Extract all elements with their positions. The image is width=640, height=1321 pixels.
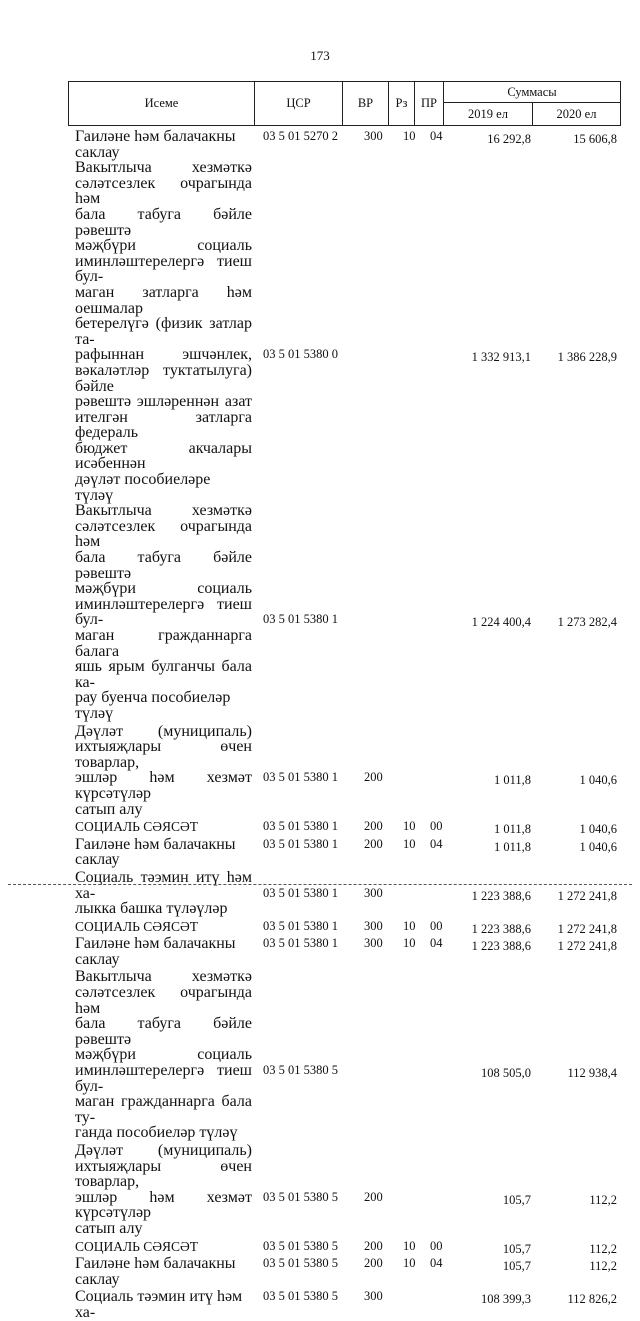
row-name-line: Гаиләне һәм балачакны саклау bbox=[75, 935, 236, 968]
row-pr: 00 bbox=[430, 819, 443, 834]
table-body bbox=[0, 127, 640, 1321]
row-pr: 04 bbox=[430, 1256, 443, 1271]
row-name-line: Дәүләт (муниципаль) bbox=[75, 722, 252, 740]
row-value-2020: 1 386 228,9 bbox=[557, 350, 617, 365]
header-2020: 2020 ел bbox=[532, 102, 621, 126]
row-name-line: СОЦИАЛЬ СӘЯСӘТ bbox=[75, 819, 199, 835]
row-value-2020: 112,2 bbox=[589, 1259, 617, 1274]
row-name-line: СОЦИАЛЬ СӘЯСӘТ bbox=[75, 918, 199, 934]
row-name bbox=[75, 919, 252, 935]
header-name: Исеме bbox=[68, 81, 255, 126]
row-csr: 03 5 01 5380 5 bbox=[263, 1289, 338, 1304]
row-vr: 200 bbox=[364, 1256, 383, 1271]
row-name-line: эшләр һәм хезмәт күрсәтүләр bbox=[75, 769, 252, 802]
row-csr: 03 5 01 5380 5 bbox=[263, 1256, 338, 1271]
row-name-line: вәкаләтләр туктатылуга) бәйле bbox=[75, 361, 252, 395]
row-value-2020: 112,2 bbox=[589, 1192, 617, 1207]
table-row bbox=[0, 819, 640, 835]
row-name-line: бюджет акчалары исәбеннән bbox=[75, 439, 252, 473]
row-rz: 10 bbox=[403, 819, 416, 834]
table-row bbox=[0, 919, 640, 935]
row-csr: 03 5 01 5270 2 bbox=[263, 129, 338, 143]
row-name bbox=[75, 969, 252, 1141]
table-row bbox=[0, 1239, 640, 1255]
row-vr: 200 bbox=[364, 1238, 383, 1253]
row-value-2020: 1 272 241,8 bbox=[557, 888, 617, 903]
row-name-line: Дәүләт (муниципаль) bbox=[75, 1142, 252, 1159]
row-csr: 03 5 01 5380 1 bbox=[263, 936, 338, 951]
table-row bbox=[0, 503, 640, 721]
row-value-2019: 1 223 388,6 bbox=[471, 939, 531, 954]
row-value-2019: 1 011,8 bbox=[493, 822, 531, 837]
row-name-line: рәвештә эшләреннән азат bbox=[75, 393, 252, 411]
table-header bbox=[68, 81, 621, 126]
row-name-line: рафыннан эшчәнлек, bbox=[75, 346, 252, 364]
row-value-2019: 105,7 bbox=[502, 1192, 531, 1207]
row-name-line: Гаиләне һәм балачакны саклау bbox=[75, 1255, 236, 1288]
row-rz: 10 bbox=[403, 918, 416, 933]
row-vr: 300 bbox=[364, 885, 383, 900]
table-row bbox=[0, 969, 640, 1141]
table-row bbox=[0, 724, 640, 818]
page-bottom-divider bbox=[8, 884, 632, 885]
row-name-line: маган гражданнарга бала ту- bbox=[75, 1093, 252, 1126]
row-rz: 10 bbox=[403, 1256, 416, 1271]
row-rz: 10 bbox=[403, 836, 416, 851]
row-value-2019: 105,7 bbox=[502, 1241, 531, 1256]
row-pr: 04 bbox=[430, 129, 443, 143]
row-csr: 03 5 01 5380 5 bbox=[263, 1189, 338, 1204]
row-csr: 03 5 01 5380 1 bbox=[263, 819, 338, 834]
header-2019: 2019 ел bbox=[443, 102, 533, 126]
table-row bbox=[0, 1143, 640, 1237]
row-vr: 300 bbox=[364, 1289, 383, 1304]
row-name-line: Социаль тәэмин итү һәм ха- bbox=[75, 1288, 243, 1321]
row-name bbox=[75, 936, 252, 967]
row-name-line: лыкка башка түләүләр bbox=[75, 900, 228, 918]
row-vr: 200 bbox=[364, 770, 383, 785]
row-name-line: бала табуга бәйле рәвештә bbox=[75, 205, 252, 239]
row-name bbox=[75, 870, 252, 917]
row-vr: 200 bbox=[364, 1189, 383, 1204]
row-name-line: эшләр һәм хезмәт күрсәтүләр bbox=[75, 1188, 252, 1222]
row-value-2020: 1 273 282,4 bbox=[557, 615, 617, 630]
row-name-line: ителгән затларга федераль bbox=[75, 408, 252, 442]
table-row bbox=[0, 129, 640, 160]
row-name-line: Гаиләне һәм балачакны саклау bbox=[75, 835, 236, 869]
row-csr: 03 5 01 5380 1 bbox=[263, 770, 338, 785]
row-name-line: иминләштерелергә тиеш бул- bbox=[75, 1062, 252, 1095]
row-name-line: мәҗбүри социаль bbox=[75, 580, 252, 598]
table-row bbox=[0, 1289, 640, 1320]
row-name-line: дәүләт пособиеләре түләү bbox=[75, 471, 211, 504]
row-rz: 10 bbox=[403, 129, 416, 143]
row-name-line: Вакытлыча хезмәткә bbox=[75, 159, 252, 177]
table-row bbox=[0, 936, 640, 967]
row-value-2020: 1 272 241,8 bbox=[557, 939, 617, 954]
row-value-2020: 112 826,2 bbox=[567, 1292, 617, 1307]
row-name-line: иминләштерелергә тиеш бул- bbox=[75, 595, 252, 629]
header-sums: Суммасы bbox=[443, 81, 621, 103]
row-rz: 10 bbox=[403, 1238, 416, 1253]
row-name-line: Гаиләне һәм балачакны саклау bbox=[75, 128, 236, 161]
row-value-2019: 1 223 388,6 bbox=[471, 921, 531, 936]
row-name-line: сатып алу bbox=[75, 1219, 143, 1237]
row-name bbox=[75, 503, 252, 721]
row-name-line: ихтыяҗлары өчен товарлар, bbox=[75, 1157, 252, 1191]
row-vr: 300 bbox=[364, 918, 383, 933]
row-value-2020: 1 040,6 bbox=[579, 822, 617, 837]
row-name bbox=[75, 1289, 252, 1320]
row-csr: 03 5 01 5380 5 bbox=[263, 1238, 338, 1253]
row-name-line: мәҗбүри социаль bbox=[75, 237, 252, 255]
header-vr: ВР bbox=[342, 81, 389, 126]
row-value-2019: 1 223 388,6 bbox=[471, 888, 531, 903]
header-csr: ЦСР bbox=[254, 81, 343, 126]
row-value-2020: 15 606,8 bbox=[573, 132, 617, 146]
row-name-line: Социаль тәэмин итү һәм ха- bbox=[75, 868, 252, 902]
row-csr: 03 5 01 5380 1 bbox=[263, 885, 338, 900]
row-value-2019: 108 505,0 bbox=[481, 1066, 531, 1081]
row-value-2019: 1 011,8 bbox=[493, 773, 531, 788]
row-pr: 04 bbox=[430, 836, 443, 851]
row-name-line: маган затларга һәм оешмалар bbox=[75, 283, 252, 317]
table-row bbox=[0, 1256, 640, 1287]
row-name-line: бетерелүгә (физик затлар та- bbox=[75, 315, 252, 348]
table-row bbox=[0, 837, 640, 868]
table-row bbox=[0, 870, 640, 917]
row-name bbox=[75, 1143, 252, 1237]
row-value-2020: 1 272 241,8 bbox=[557, 921, 617, 936]
row-value-2020: 1 040,6 bbox=[579, 773, 617, 788]
row-name bbox=[75, 129, 252, 160]
row-value-2019: 16 292,8 bbox=[487, 132, 531, 146]
row-value-2020: 1 040,6 bbox=[579, 839, 617, 854]
row-name bbox=[75, 160, 252, 503]
row-name-line: Вакытлыча хезмәткә bbox=[75, 502, 252, 520]
row-name-line: маган гражданнарга балага bbox=[75, 627, 252, 660]
row-name-line: сәләтсезлек очрагында һәм bbox=[75, 174, 252, 208]
row-rz: 10 bbox=[403, 936, 416, 951]
row-csr: 03 5 01 5380 1 bbox=[263, 918, 338, 933]
row-vr: 200 bbox=[364, 836, 383, 851]
row-name-line: сәләтсезлек очрагында һәм bbox=[75, 984, 252, 1017]
row-name bbox=[75, 1239, 252, 1255]
row-csr: 03 5 01 5380 5 bbox=[263, 1063, 338, 1078]
row-value-2020: 112,2 bbox=[589, 1241, 617, 1256]
table-row bbox=[0, 160, 640, 503]
row-csr: 03 5 01 5380 1 bbox=[263, 612, 338, 627]
row-name-line: бала табуга бәйле рәвештә bbox=[75, 1015, 252, 1048]
row-pr: 04 bbox=[430, 936, 443, 951]
row-name-line: яшь ярым булганчы бала ка- bbox=[75, 658, 252, 691]
row-vr: 300 bbox=[364, 129, 383, 143]
page-number: 173 bbox=[310, 48, 330, 63]
row-name-line: сатып алу bbox=[75, 800, 143, 818]
row-vr: 300 bbox=[364, 936, 383, 951]
row-name bbox=[75, 819, 252, 835]
row-name-line: Вакытлыча хезмәткә bbox=[75, 968, 252, 986]
row-value-2019: 108 399,3 bbox=[481, 1292, 531, 1307]
row-value-2019: 1 011,8 bbox=[493, 839, 531, 854]
row-name-line: ихтыяҗлары өчен товарлар, bbox=[75, 738, 252, 771]
row-csr: 03 5 01 5380 0 bbox=[263, 347, 338, 362]
row-vr: 200 bbox=[364, 819, 383, 834]
row-name-line: бала табуга бәйле рәвештә bbox=[75, 549, 252, 582]
row-value-2020: 112 938,4 bbox=[567, 1066, 617, 1081]
header-rz: Рз bbox=[388, 81, 415, 126]
row-csr: 03 5 01 5380 1 bbox=[263, 836, 338, 851]
row-value-2019: 1 332 913,1 bbox=[471, 350, 531, 365]
row-name bbox=[75, 724, 252, 818]
row-name-line: СОЦИАЛЬ СӘЯСӘТ bbox=[75, 1238, 199, 1254]
row-pr: 00 bbox=[430, 918, 443, 933]
row-name-line: иминләштерелергә тиеш бул- bbox=[75, 252, 252, 286]
row-value-2019: 1 224 400,4 bbox=[471, 615, 531, 630]
row-name-line: рау буенча пособиеләр түләү bbox=[75, 689, 231, 722]
header-pr: ПР bbox=[414, 81, 444, 126]
row-pr: 00 bbox=[430, 1238, 443, 1253]
row-name-line: мәҗбүри социаль bbox=[75, 1046, 252, 1064]
row-name-line: ганда пособиеләр түләү bbox=[75, 1124, 238, 1142]
row-value-2019: 105,7 bbox=[502, 1259, 531, 1274]
row-name-line: сәләтсезлек очрагында һәм bbox=[75, 517, 252, 551]
row-name bbox=[75, 1256, 252, 1287]
row-name bbox=[75, 837, 252, 868]
